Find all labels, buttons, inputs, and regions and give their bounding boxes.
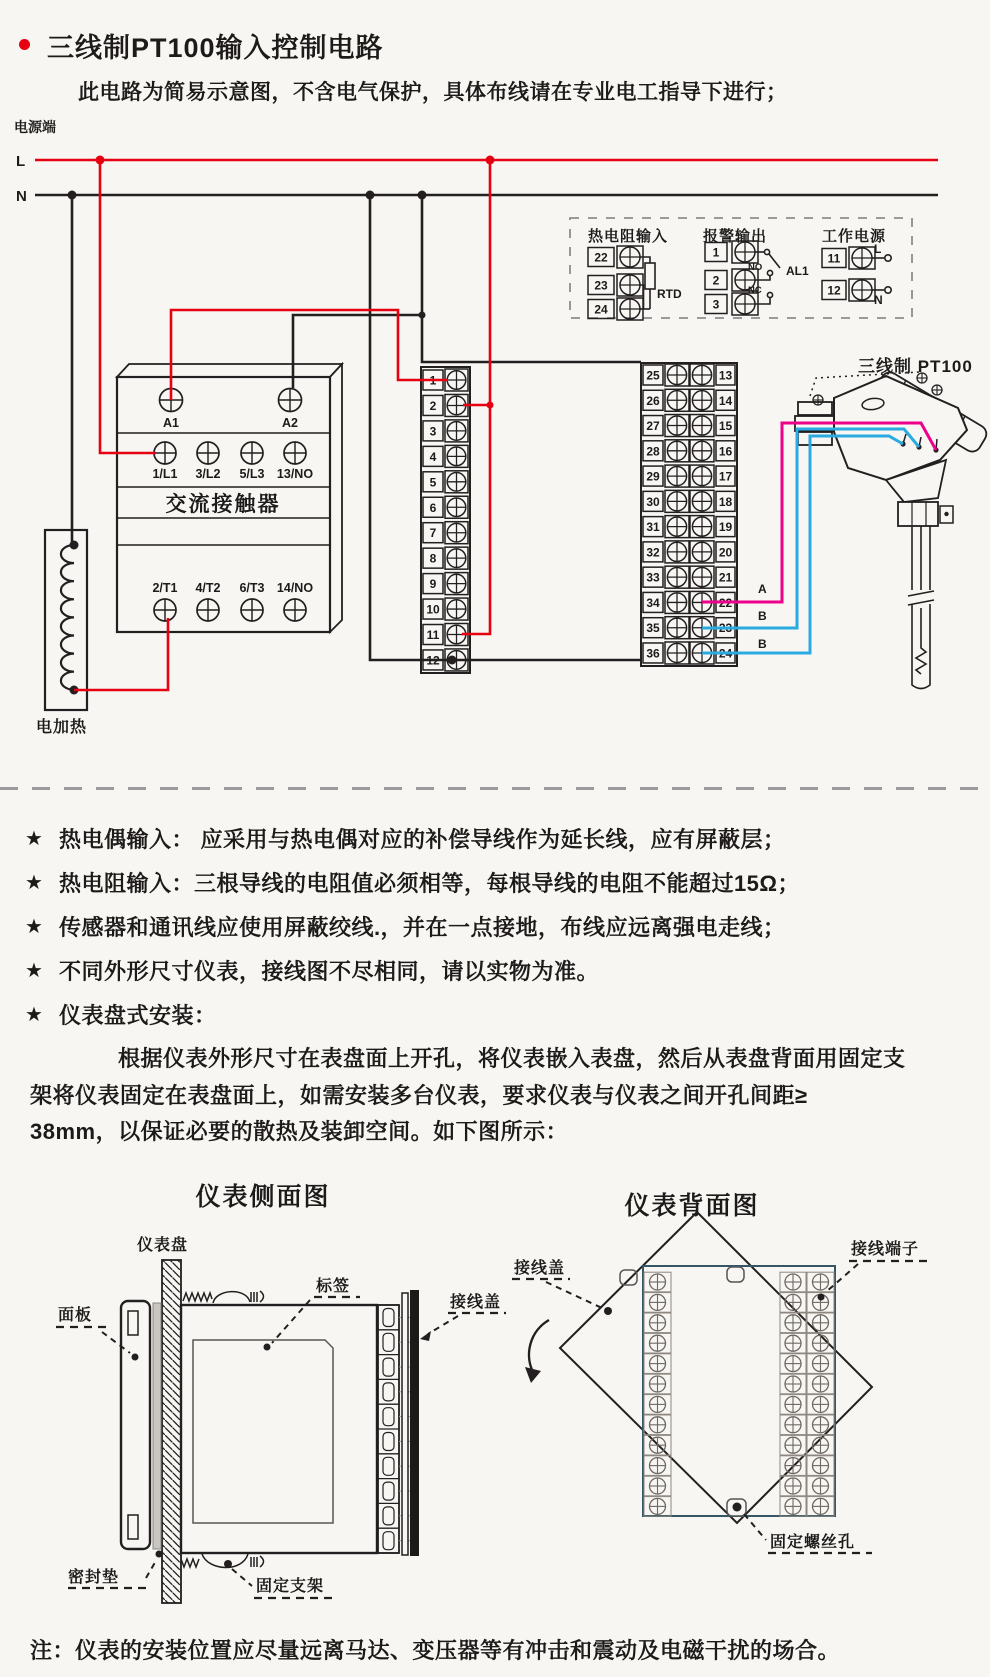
note-item [25,915,975,940]
electric-heater [45,530,87,710]
sensor-probe [908,526,934,689]
terminal-number: 24 [718,646,733,661]
terminal-number: 33 [646,570,660,585]
rtd-input-title: 热电阻输入 [588,228,669,245]
terminal-number: 19 [718,520,733,535]
terminal-number: 2 [429,398,437,413]
alarm-output-title: 报警输出 [703,228,768,245]
paragraph-line: 38mm，以保证必要的散热及装卸空间。如下图所示： [30,1119,569,1144]
section-bullet-icon [19,39,30,50]
bracket-label: 固定支架 [256,1578,325,1595]
contactor-terminal-label: 3/L2 [195,467,221,481]
contactor-terminal-label: 13/NO [276,467,314,481]
terminal-strip-left [421,367,470,673]
dashed-separator [0,787,990,790]
strip-cell [383,1507,394,1525]
side-view-diagram [56,1235,506,1603]
terminal-number: 15 [718,419,733,434]
contactor-a1-label: A1 [163,416,179,430]
power-terminals [822,247,875,301]
strip-cell [383,1457,394,1475]
side-cover-label: 接线盖 [450,1294,502,1311]
terminal-number: 21 [718,570,733,585]
work-power-title: 工作电源 [822,228,887,245]
gasket-label: 密封垫 [68,1569,120,1586]
terminal-number: 24 [594,302,608,317]
mounting-panel [162,1260,181,1603]
install-paragraph [30,1041,955,1151]
contactor-terminal-label: 6/T3 [239,581,265,595]
rotate-arrow-icon [529,1320,549,1374]
side-view-title: 仪表侧面图 [195,1184,331,1211]
terminal-number: 12 [426,653,440,668]
terminal-number: 9 [429,577,437,592]
terminal-number: 14 [718,393,733,408]
star-bullet-icon: ★ [25,916,43,938]
terminal-number: 31 [646,520,660,535]
line-n-label: N [16,188,27,205]
bottom-bracket [181,1554,264,1568]
sensor-title: 三线制 PT100 [858,357,973,376]
terminal-number: 12 [827,283,841,298]
wiring-circuit-diagram [0,112,990,760]
terminal-number: 13 [718,368,733,383]
paragraph-line: 根据仪表外形尺寸在表盘面上开孔，将仪表嵌入表盘，然后从表盘背面用固定支 [118,1046,906,1071]
heater-coil [61,545,74,690]
terminal-number: 29 [646,469,660,484]
note-text: 不同外形尺寸仪表，接线图不尽相同，请以实物为准。 [58,959,599,984]
footer-note: 注：仪表的安装位置应尽量远离马达、变压器等有冲击和震动及电磁干扰的场合。 [30,1638,841,1663]
terminal-number: 6 [429,500,437,515]
strip-cell [383,1433,394,1451]
terminal-number: 16 [718,444,733,459]
back-view-diagram [512,1212,927,1553]
contactor-terminal-label: 5/L3 [239,467,265,481]
terminal-number: 11 [827,251,841,266]
page-subtitle: 此电路为简易示意图，不含电气保护，具体布线请在专业电工指导下进行； [78,81,788,104]
terminal-number: 5 [429,475,437,490]
terminal-number: 22 [594,250,608,265]
terminal-number: 3 [712,297,720,312]
wire-label-b1: B [758,609,767,623]
notes-list [25,827,975,1047]
page-title: 三线制PT100输入控制电路 [47,33,384,63]
note-item [25,1003,975,1028]
wire-label-a: A [758,582,767,596]
terminal-number: 3 [429,424,437,439]
terminal-number: 10 [426,602,440,617]
tag-label: 标签 [316,1278,351,1295]
star-bullet-icon: ★ [25,872,43,894]
al1-label: AL1 [786,264,809,278]
terminal-number: 18 [718,494,733,509]
terminal-number: 17 [718,469,733,484]
terminal-number: 4 [429,449,437,464]
back-cover-label: 接线盖 [514,1260,566,1277]
rtd-terminals [588,246,643,320]
terminal-number: 2 [712,273,720,288]
terminal-number: 32 [646,545,660,560]
strip-cell [383,1309,394,1327]
instrument-terminal-box [570,218,912,320]
terminal-strip-right [641,363,737,666]
no-label: NO [748,262,763,273]
strip-cell [383,1532,394,1550]
terminal-number: 28 [646,444,660,459]
terminal-number: 26 [646,393,660,408]
note-text: 热电阻输入：三根导线的电阻值必须相等，每根导线的电阻不能超过15Ω； [58,871,801,896]
strip-cell [383,1333,394,1351]
strip-cell [383,1408,394,1426]
terminal-number: 27 [646,419,660,434]
front-panel-label: 面板 [58,1307,93,1324]
terminal-number: 7 [429,526,437,541]
contactor-name: 交流接触器 [165,493,281,516]
terminal-number: 23 [594,278,608,293]
screw-hole-label: 固定螺丝孔 [770,1534,856,1551]
top-bracket [183,1291,264,1303]
front-bezel [121,1301,150,1549]
note-item [25,827,975,852]
terminal-number: 11 [426,628,440,642]
installation-diagrams [0,1150,990,1612]
strip-cell [383,1358,394,1376]
terminal-number: 20 [718,545,733,560]
panel-label: 仪表盘 [137,1237,189,1254]
ac-contactor [117,364,342,632]
note-text: 仪表盘式安装： [58,1003,217,1028]
note-item [25,871,975,896]
cover-bar [410,1290,419,1556]
power-n-label: N [874,293,883,307]
note-text: 热电偶输入： 应采用与热电偶对应的补偿导线作为延长线，应有屏蔽层； [58,827,786,852]
contactor-terminal-label: 2/T1 [152,581,178,595]
terminal-number: 1 [712,245,720,260]
back-view-title: 仪表背面图 [624,1193,760,1220]
wire-label-b2: B [758,637,767,651]
star-bullet-icon: ★ [25,1004,43,1026]
terminal-number: 23 [718,621,733,636]
terminal-number: 22 [718,595,733,610]
note-text: 传感器和通讯线应使用屏蔽绞线.，并在一点接地，布线应远离强电走线； [58,915,786,940]
terminal-number: 34 [646,595,660,610]
contactor-a2-label: A2 [282,416,298,430]
contactor-terminal-label: 1/L1 [152,467,178,481]
terminal-label: 接线端子 [851,1241,920,1258]
alarm-terminals [705,241,758,315]
terminal-number: 8 [429,551,437,566]
note-item [25,959,975,984]
instrument-body [181,1305,377,1553]
contactor-terminal-label: 4/T2 [195,581,221,595]
gasket [153,1303,161,1549]
line-l-label: L [16,153,26,170]
power-terminal-label: 电源端 [14,119,56,135]
terminal-number: 36 [646,646,660,661]
strip-cell [383,1383,394,1401]
paragraph-line: 架将仪表固定在表盘面上，如需安装多台仪表，要求仪表与仪表之间开孔间距≥ [30,1082,808,1108]
heater-label: 电加热 [36,719,88,736]
power-lines [35,160,938,195]
strip-cell [383,1482,394,1500]
pt100-sensor [795,356,990,689]
rtd-label: RTD [657,287,682,301]
terminal-number: 30 [646,494,660,509]
terminal-number: 25 [646,368,660,383]
power-l-label: L [874,242,882,256]
nc-label: NC [748,285,762,296]
star-bullet-icon: ★ [25,828,43,850]
contactor-terminal-label: 14/NO [276,581,314,595]
label-window [193,1340,333,1523]
terminal-number: 1 [429,373,437,388]
terminal-number: 35 [646,621,660,636]
rear-terminal-strip [378,1290,419,1556]
star-bullet-icon: ★ [25,960,43,982]
